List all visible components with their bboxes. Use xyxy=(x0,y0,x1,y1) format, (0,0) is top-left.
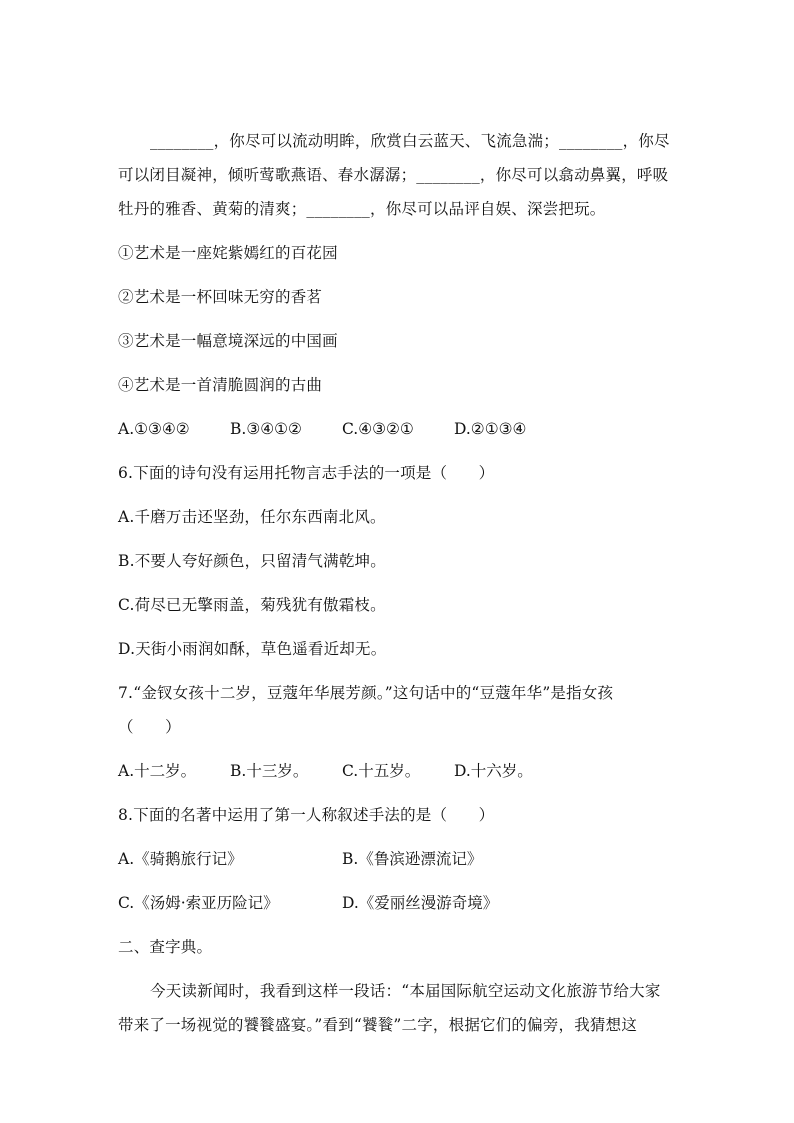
q7-stem-line-2: （ ） xyxy=(118,718,181,736)
q7-option-c: C.十五岁。 xyxy=(342,762,421,780)
q6-option-c: C.荷尽已无擎雨盖，菊残犹有傲霜枝。 xyxy=(118,596,386,614)
q6-stem: 6.下面的诗句没有运用托物言志手法的一项是（ ） xyxy=(118,464,495,482)
statement-3: ③艺术是一幅意境深远的中国画 xyxy=(118,332,338,350)
q6-option-a: A.千磨万击还坚劲，任尔东西南北风。 xyxy=(118,508,386,526)
section-2-heading: 二、查字典。 xyxy=(118,938,213,956)
q8-stem: 8.下面的名著中运用了第一人称叙述手法的是（ ） xyxy=(118,806,495,824)
statement-1: ①艺术是一座姹紫嫣红的百花园 xyxy=(118,244,338,262)
passage-line-1: ________，你尽可以流动明眸，欣赏白云蓝天、飞流急湍；________，你尽 xyxy=(150,132,670,150)
q5-option-c: C.④③②① xyxy=(342,420,414,438)
q7-option-b: B.十三岁。 xyxy=(230,762,309,780)
passage-line-2: 可以闭目凝神，倾听莺歌燕语、春水潺潺；________，你尽可以翕动鼻翼，呼吸 xyxy=(118,166,669,184)
q5-option-d: D.②①③④ xyxy=(454,420,527,438)
q5-option-a: A.①③④② xyxy=(118,420,190,438)
q7-stem-line-1: 7.“金钗女孩十二岁，豆蔻年华展芳颜。”这句话中的“豆蔻年华”是指女孩 xyxy=(118,684,614,702)
section-2-line-1: 今天读新闻时，我看到这样一段话：“本届国际航空运动文化旅游节给大家 xyxy=(150,982,661,1000)
statement-4: ④艺术是一首清脆圆润的古曲 xyxy=(118,376,323,394)
passage-line-3: 牡丹的雅香、黄菊的清爽；________，你尽可以品评自娱、深尝把玩。 xyxy=(118,200,606,218)
q8-option-a: A.《骑鹅旅行记》 xyxy=(118,850,243,868)
q8-option-c: C.《汤姆·索亚历险记》 xyxy=(118,894,279,912)
q5-option-b: B.③④①② xyxy=(230,420,302,438)
q6-option-b: B.不要人夸好颜色，只留清气满乾坤。 xyxy=(118,552,386,570)
q7-option-a: A.十二岁。 xyxy=(118,762,197,780)
q7-option-d: D.十六岁。 xyxy=(454,762,533,780)
statement-2: ②艺术是一杯回味无穷的香茗 xyxy=(118,288,323,306)
q8-option-d: D.《爱丽丝漫游奇境》 xyxy=(342,894,499,912)
q8-option-b: B.《鲁滨逊漂流记》 xyxy=(342,850,483,868)
section-2-line-2: 带来了一场视觉的饕餮盛宴。”看到“饕餮”二字，根据它们的偏旁，我猜想这 xyxy=(118,1016,638,1034)
q6-option-d: D.天街小雨润如酥，草色遥看近却无。 xyxy=(118,640,387,658)
